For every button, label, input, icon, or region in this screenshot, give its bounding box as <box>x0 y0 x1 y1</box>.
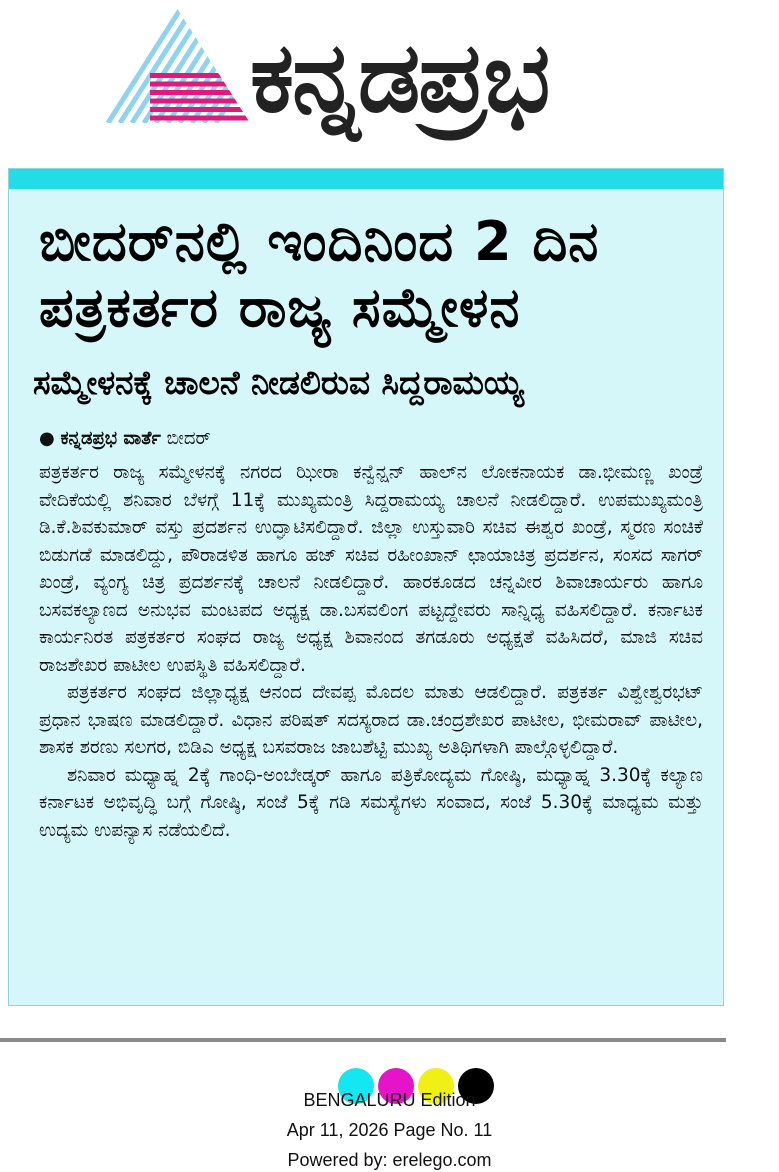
logo-pink-stripe <box>150 107 250 112</box>
article-body <box>39 459 703 844</box>
page-divider <box>0 1038 726 1042</box>
news-article <box>8 168 724 1006</box>
article-headline <box>39 209 709 341</box>
article-paragraph: ಪತ್ರಕರ್ತರ ರಾಜ್ಯ ಸಮ್ಮೇಳನಕ್ಕೆ ನಗರದ ಝೀರಾ ಕನ್ವೆನ್ಷನ್ ಹಾಲ್‌ನ ಲೋಕನಾಯಕ ಡಾ.ಭೀಮಣ್ಣ ಖಂಡ್ರೆ ವೇದಿಕೆಯಲ್ಲಿ ಶನಿವಾರ ಬೆಳಗ್ಗೆ 11ಕ್ಕೆ ಮುಖ್ಯಮಂತ್ರಿ ಸಿದ್ದರಾಮಯ್ಯ ಚಾಲನೆ ನೀಡಲಿದ್ದಾರೆ. ಉಪಮುಖ್ಯಮಂತ್ರಿ ಡಿ.ಕೆ.ಶಿವಕುಮಾರ್ ವಸ್ತು ಪ್ರದರ್ಶನ ಉದ್ಘಾಟಿಸಲಿದ್ದಾರೆ. ಜಿಲ್ಲಾ ಉಸ್ತುವಾರಿ ಸಚಿವ ಈಶ್ವರ ಖಂಡ್ರೆ, ಸ್ಮರಣ ಸಂಚಿಕೆ ಬಿಡುಗಡೆ ಮಾಡಲಿದ್ದು, ಪೌರಾಡಳಿತ ಹಾಗೂ ಹಜ್ ಸಚಿವ ರಹೀಂಖಾನ್ ಛಾಯಾಚಿತ್ರ ಪ್ರದರ್ಶನ, ಸಂಸದ ಸಾಗರ್ ಖಂಡ್ರೆ, ವ್ಯಂಗ್ಯ ಚಿತ್ರ ಪ್ರದರ್ಶನಕ್ಕೆ ಚಾಲನೆ ನೀಡಲಿದ್ದಾರೆ. ಹಾರಕೂಡದ ಚನ್ನವೀರ ಶಿವಾಚಾರ್ಯರು ಹಾಗೂ ಬಸವಕಲ್ಯಾಣದ ಅನುಭವ ಮಂಟಪದ ಅಧ್ಯಕ್ಷ ಡಾ.ಬಸವಲಿಂಗ ಪಟ್ಟದ್ದೇವರು ಸಾನ್ನಿಧ್ಯ ವಹಿಸಲಿದ್ದಾರೆ. ಕರ್ನಾಟಕ ಕಾರ್ಯನಿರತ ಪತ್ರಕರ್ತರ ಸಂಘದ ರಾಜ್ಯ ಅಧ್ಯಕ್ಷ ಶಿವಾನಂದ ತಗಡೂರು ಅಧ್ಯಕ್ಷತೆ ವಹಿಸಿದರೆ, ಮಾಜಿ ಸಚಿವ ರಾಜಶೇಖರ ಪಾಟೀಲ ಉಪಸ್ಥಿತಿ ವಹಿಸಲಿದ್ದಾರೆ. <box>39 462 703 676</box>
powered-by-link[interactable]: Powered by: erelego.com <box>287 1150 492 1170</box>
logo-pink-stripe <box>150 90 250 95</box>
edition-label: BENGALURU Edition <box>303 1090 476 1110</box>
article-paragraph: ಪತ್ರಕರ್ತರ ಸಂಘದ ಜಿಲ್ಲಾಧ್ಯಕ್ಷ ಆನಂದ ದೇವಪ್ಪ ಮೊದಲ ಮಾತು ಆಡಲಿದ್ದಾರೆ. ಪತ್ರಕರ್ತ ವಿಶ್ವೇಶ್ವರಭಟ್ ಪ್ರಧಾನ ಭಾಷಣ ಮಾಡಲಿದ್ದಾರೆ. ವಿಧಾನ ಪರಿಷತ್ ಸದಸ್ಯರಾದ ಡಾ.ಚಂದ್ರಶೇಖರ ಪಾಟೀಲ, ಭೀಮರಾವ್ ಪಾಟೀಲ, ಶಾಸಕ ಶರಣು ಸಲಗರ, ಬಿಡಿಎ ಅಧ್ಯಕ್ಷ ಬಸವರಾಜ ಜಾಬಶೆಟ್ಟಿ ಮುಖ್ಯ ಅತಿಥಿಗಳಾಗಿ ಪಾಲ್ಗೊಳ್ಳಲಿದ್ದಾರೆ. <box>39 682 703 758</box>
article-accent-bar <box>9 169 723 189</box>
date-page-label: Apr 11, 2026 Page No. 11 <box>286 1120 493 1140</box>
logo-blue-stripe <box>100 5 147 123</box>
kannada-prabha-logo-icon <box>100 5 250 125</box>
logo-pink-stripe <box>150 73 250 78</box>
logo-blue-stripe <box>192 5 250 123</box>
bullet-icon: ● <box>39 428 55 449</box>
headline-line-2: ಪತ್ರಕರ್ತರ ರಾಜ್ಯ ಸಮ್ಮೇಳನ <box>39 276 521 339</box>
registration-marks <box>338 1068 498 1082</box>
masthead-title: ಕನ್ನಡಪ್ರಭ <box>250 21 549 135</box>
logo-blue-stripe <box>216 5 250 123</box>
logo-pink-stripe <box>150 82 250 87</box>
masthead <box>0 0 779 165</box>
article-subheadline: ಸಮ್ಮೇಳನಕ್ಕೆ ಚಾಲನೆ ನೀಡಲಿರುವ ಸಿದ್ದರಾಮಯ್ಯ <box>33 363 524 402</box>
byline-place: ಬೀದರ್ <box>166 428 211 449</box>
article-paragraph: ಶನಿವಾರ ಮಧ್ಯಾಹ್ನ 2ಕ್ಕೆ ಗಾಂಧಿ-ಅಂಬೇಡ್ಕರ್ ಹಾಗೂ ಪತ್ರಿಕೋದ್ಯಮ ಗೋಷ್ಠಿ, ಮಧ್ಯಾಹ್ನ 3.30ಕ್ಕೆ ಕಲ್ಯಾಣ ಕರ್ನಾಟಕ ಅಭಿವೃದ್ಧಿ ಬಗ್ಗೆ ಗೋಷ್ಠಿ, ಸಂಜೆ 5ಕ್ಕೆ ಗಡಿ ಸಮಸ್ಯೆಗಳು ಸಂವಾದ, ಸಂಜೆ 5.30ಕ್ಕೆ ಮಾಧ್ಯಮ ಮತ್ತು ಉದ್ಯಮ ಉಪನ್ಯಾಸ ನಡೆಯಲಿದೆ. <box>39 764 703 841</box>
headline-line-1: ಬೀದರ್‌ನಲ್ಲಿ ಇಂದಿನಿಂದ 2 ದಿನ <box>39 210 600 273</box>
logo-pink-stripe <box>150 116 250 121</box>
article-byline <box>39 427 211 451</box>
logo-pink-stripe <box>150 99 250 104</box>
byline-source: ಕನ್ನಡಪ್ರಭ ವಾರ್ತೆ <box>60 428 161 449</box>
